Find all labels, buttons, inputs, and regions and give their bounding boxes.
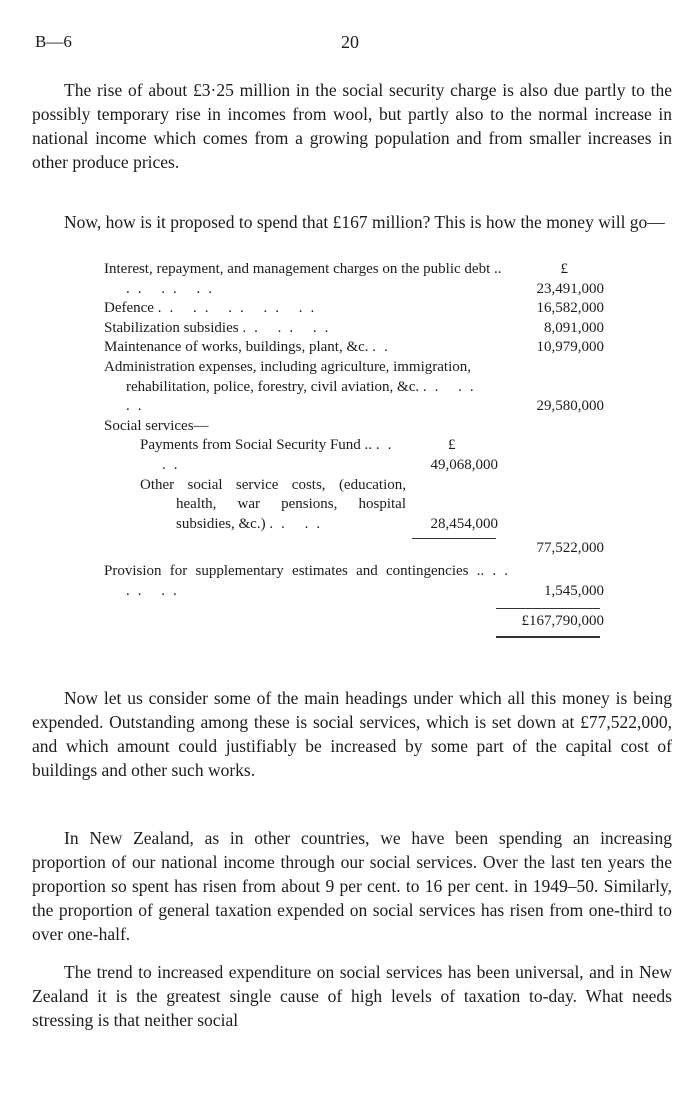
total-rule xyxy=(496,608,600,609)
table-row-administration xyxy=(104,358,604,417)
grand-total-amount: £167,790,000 xyxy=(521,612,604,629)
sub-amount: 28,454,000 xyxy=(430,515,498,532)
table-row-social-security xyxy=(104,436,604,475)
table-row-maintenance xyxy=(104,338,604,358)
row-leader: .. xyxy=(372,339,396,356)
sub-amount: 49,068,000 xyxy=(430,456,498,473)
expenditure-table xyxy=(104,260,604,629)
table-row-stabilization xyxy=(104,319,604,339)
social-services-heading: Social services— xyxy=(104,417,209,434)
row-label: Stabilization subsidies xyxy=(104,319,239,336)
row-label: Other social service costs, (education, health, war pensions, hospital subsidies, &c.) xyxy=(140,476,406,532)
row-label: Provision for supplementary estimates and contingencies .. xyxy=(104,563,485,580)
social-total-amount: 77,522,000 xyxy=(536,539,604,556)
row-label: Defence xyxy=(104,300,154,317)
currency-heading: £ xyxy=(560,261,568,277)
paragraph-spending-intro: Now, how is it proposed to spend that £167 million? This is how the money will go— xyxy=(64,212,665,232)
subtotal-rule xyxy=(412,538,496,539)
page-number: 20 xyxy=(341,32,359,52)
paragraph-trend: The trend to increased expenditure on social services has been universal, and in New Zealand it is the greatest single cause of high levels of taxation to-day. What needs stressing is that neither social xyxy=(32,962,672,1030)
row-leader: .. .. .. xyxy=(242,319,337,336)
table-row-social-total xyxy=(104,534,604,556)
paragraph-national-income: In New Zealand, as in other countries, we have been spending an increasing proportion of our national income through our social services. Over the last ten years the proportion so spent has risen from about 9 per cent. to 16 per cent. in 1949–50. Similarly, the proportion of general taxation expended on social services has risen from one-third to over one-half. xyxy=(32,828,672,944)
social-currency-heading: £ xyxy=(448,437,456,454)
row-amount: 8,091,000 xyxy=(544,319,604,336)
page-reference: B—6 xyxy=(35,32,72,51)
paragraph-social-security-rise: The rise of about £3·25 million in the social security charge is also due partly to the possibly temporary rise in incomes from wool, but partly also to the normal increase in national income which comes from a growing population and from smaller increases in other produce prices. xyxy=(32,80,672,172)
row-label: Payments from Social Security Fund .. xyxy=(140,437,373,454)
row-leader: .. .. xyxy=(162,437,400,473)
row-amount: 10,979,000 xyxy=(536,339,604,356)
table-row-debt xyxy=(104,260,604,299)
row-leader: .. .. .. xyxy=(126,378,482,415)
table-row-social-heading xyxy=(104,417,604,437)
table-row-provision xyxy=(104,562,604,601)
row-label: Administration expenses, including agriculture, immigration, rehabilitation, police, forestry, civil aviation, &c. xyxy=(104,358,472,395)
table-row-other-social xyxy=(104,476,604,535)
grand-total-double-rule xyxy=(496,636,600,638)
table-row-defence xyxy=(104,299,604,319)
table-row-grand-total xyxy=(104,602,604,634)
row-leader: .. .. .. xyxy=(126,280,220,297)
row-leader: .. .. .. .. .. xyxy=(157,300,323,317)
row-leader: .. .. .. xyxy=(126,563,516,599)
row-amount: 23,491,000 xyxy=(536,280,604,297)
row-amount: 29,580,000 xyxy=(536,398,604,415)
paragraph-main-headings: Now let us consider some of the main headings under which all this money is being expended. Outstanding among these is social services, which is set down at £77,522,000, and which amount could justifiably be increased by some part of the capital cost of buildings and other such works. xyxy=(32,688,672,780)
row-label: Maintenance of works, buildings, plant, &c. xyxy=(104,339,369,356)
row-amount: 16,582,000 xyxy=(536,300,604,317)
row-label: Interest, repayment, and management charges on the public debt .. xyxy=(104,261,502,277)
row-leader: .. .. xyxy=(269,515,329,532)
row-amount: 1,545,000 xyxy=(544,582,604,599)
